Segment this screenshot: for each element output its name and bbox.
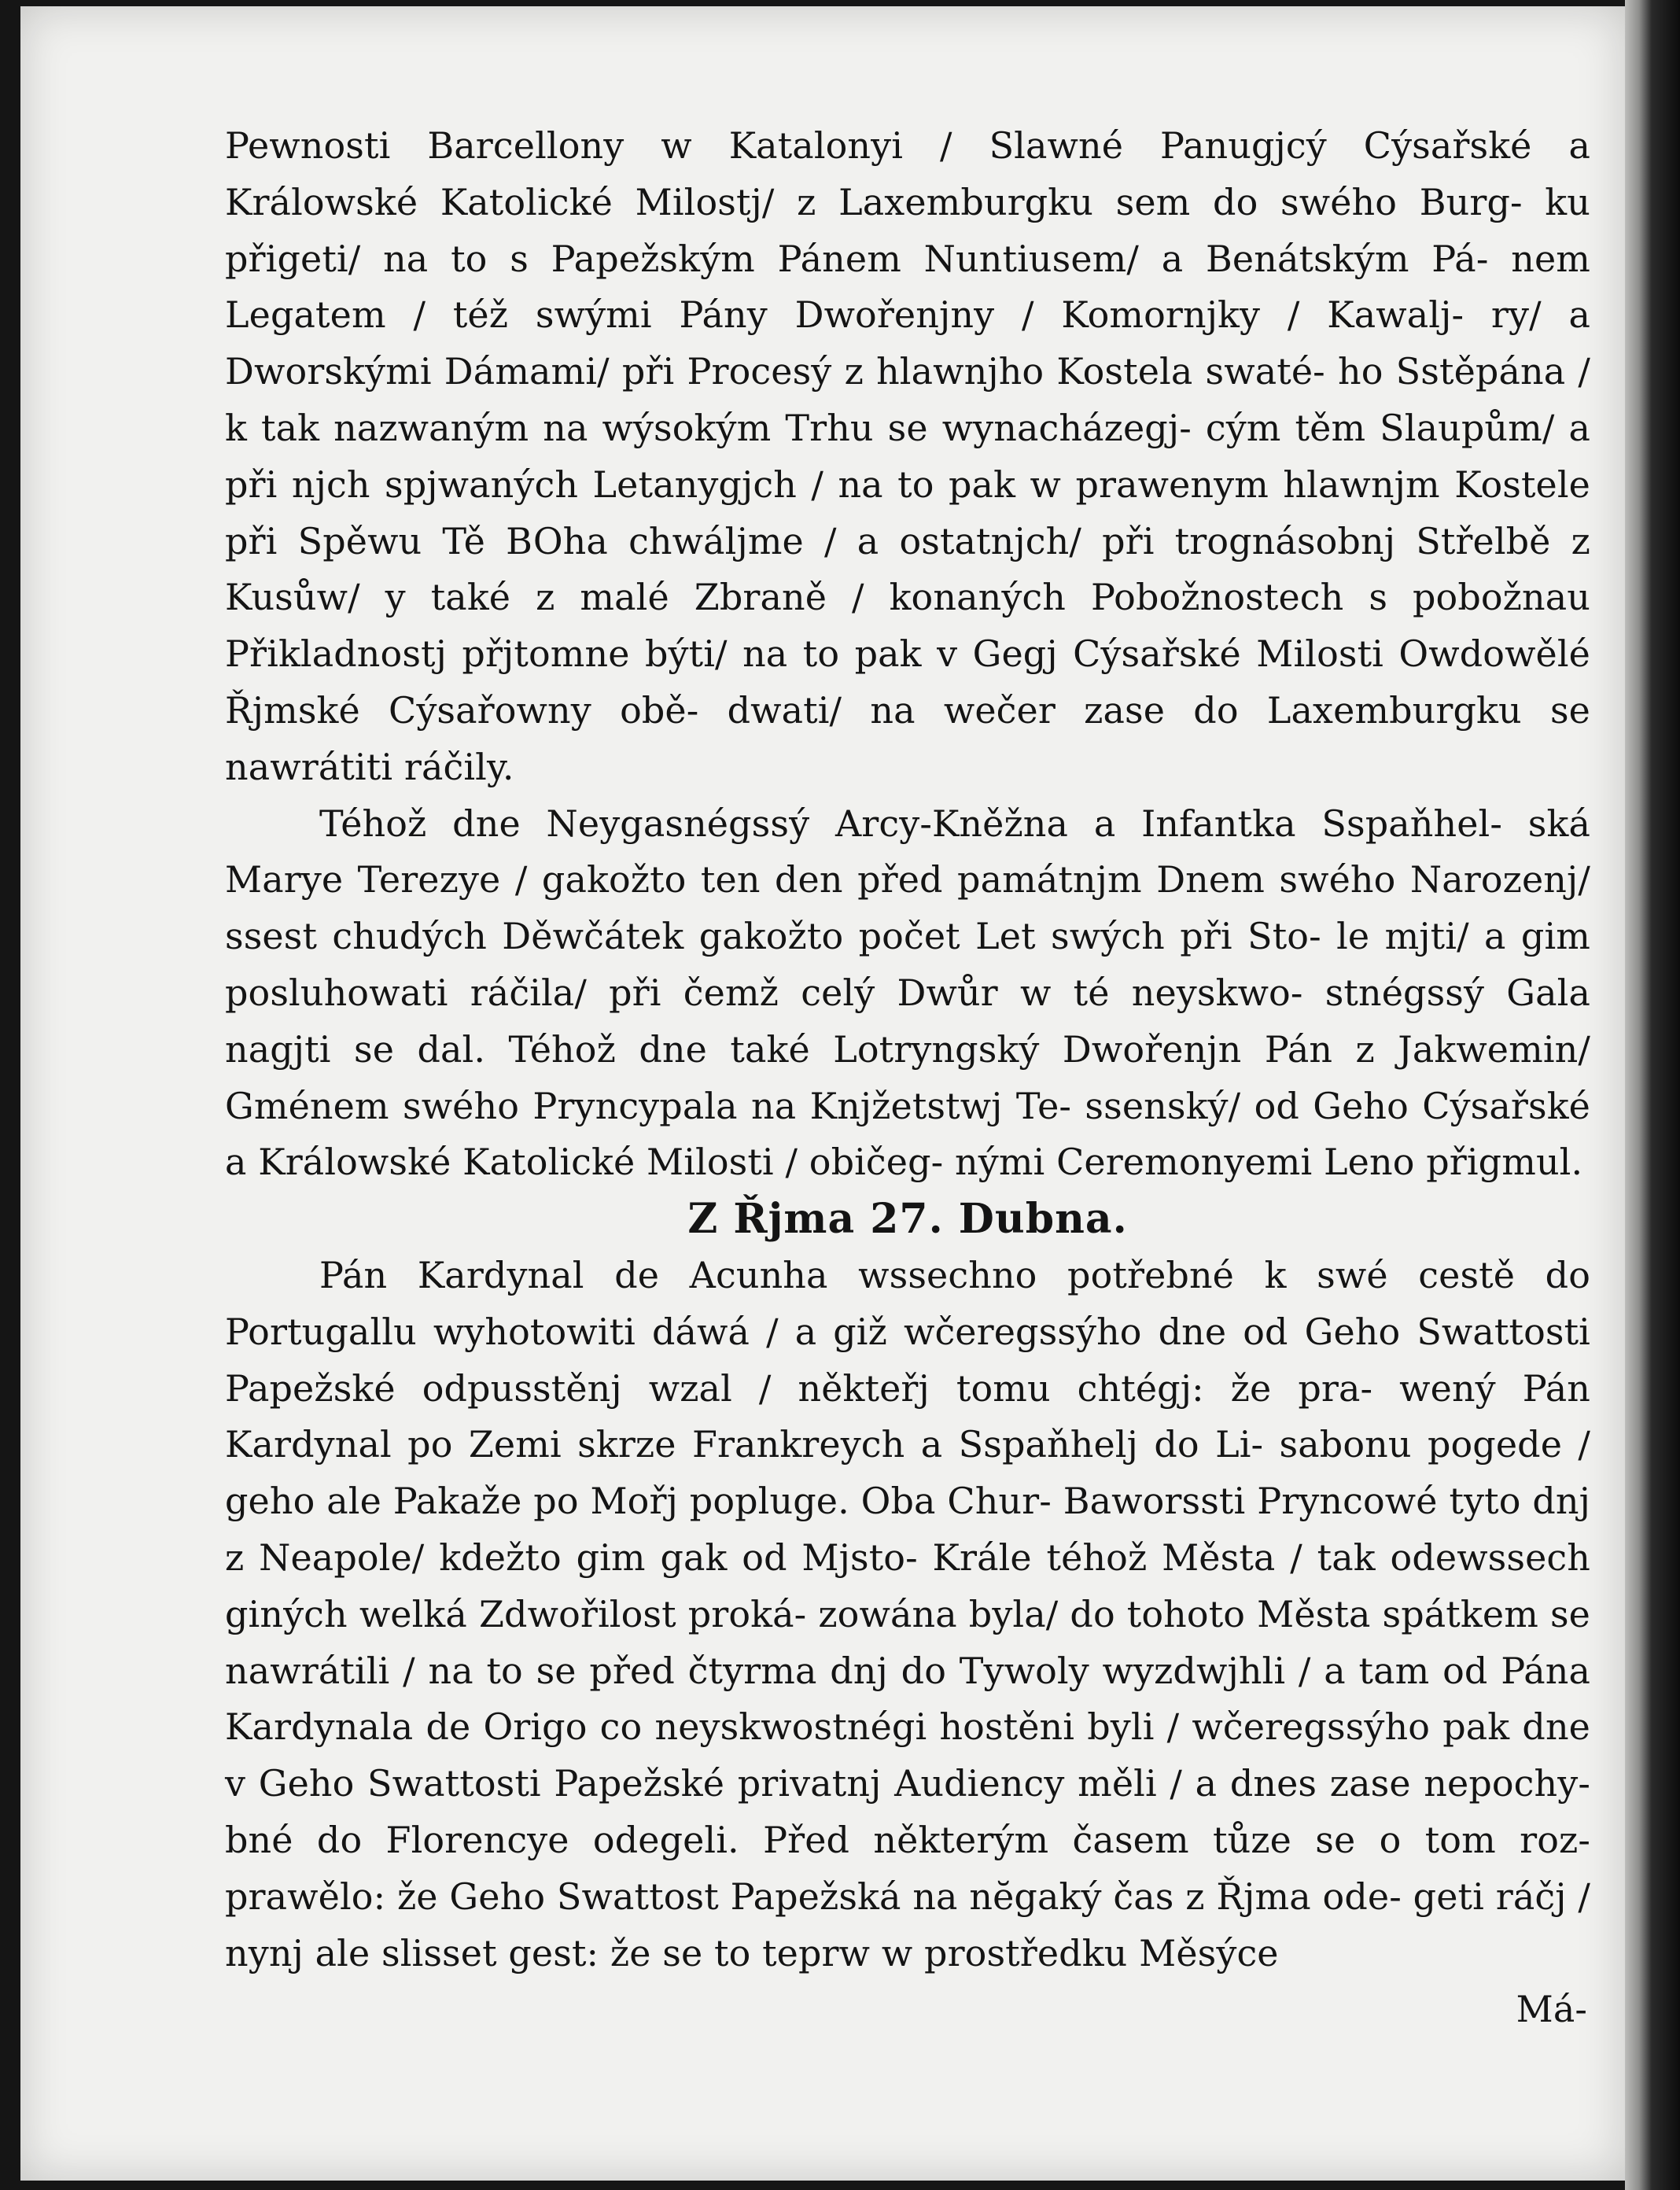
dateline-heading: Z Řjma 27. Dubna. bbox=[687, 1195, 1128, 1244]
page-text-block bbox=[225, 118, 1590, 2038]
binding-edge bbox=[1625, 0, 1680, 2190]
catchword: Má- bbox=[1516, 1988, 1587, 2031]
paragraph-barcelona-procession: Pewnosti Barcellony w Katalonyi / Slawné Panugjcý Cýsařské a Králowské Katolické Milostj/ z Laxemburgku sem do swého Burg- ku přigeti/ na to s Papežským Pánem Nuntiusem/ a Benátským Pá- nem Legatem / též swými Pány Dwořenjny / Komornjky / Kawalj- ry/ a Dworskými Dámami/ při Procesý z hlawnjho Kostela swaté- ho Sstěpána / k tak nazwaným na wýsokým Trhu se wynacházegj- cým těm Slaupům/ a při njch spjwaných Letanygjch / na to pak w prawenym hlawnjm Kostele při Spěwu Tě BOha chwáljme / a ostatnjch/ při trognásobnj Střelbě z Kusůw/ y také z malé Zbraně / konaných Pobožnostech s pobožnau Přikladnostj přjtomne býti/ na to pak v Gegj Cýsařské Milosti Owdowělé Řjmské Cýsařowny obě- dwati/ na wečer zase do Laxemburgku se nawrátiti ráčily. bbox=[225, 124, 1590, 788]
paragraph-archduchess-maria-theresa: Téhož dne Neygasnégssý Arcy-Kněžna a Infantka Sspaňhel- ská Marye Terezye / gakožto ten den před památnjm Dnem swého Narozenj/ ssest chudých Děwčátek gakožto počet Let swých při Sto- le mjti/ a gim posluhowati ráčila/ při čemž celý Dwůr w té neyskwo- stnégssý Gala nagjti se dal. Téhož dne také Lotryngský Dwořenjn Pán z Jakwemin/ Gménem swého Prynсypala na Knjžetstwj Te- ssenský/ od Geho Cýsařské a Králowské Katolické Milosti / običeg- nými Ceremonyemi Leno přigmul. bbox=[225, 802, 1590, 1184]
paragraph-rome-cardinal-acunha: Pán Kardynal de Acunha wssechno potřebné k swé cestě do Portugallu wyhotowiti dáwá / a giž wčeregssýho dne od Geho Swattosti Papežské odpusstěnj wzal / někteřj tomu chtégj: že pra- wený Pán Kardynal po Zemi skrze Frankreych a Sspaňhelj do Li- sabonu pogede / geho ale Pakaže po Mořj popluge. Oba Chur- Baworssti Pryncowé tyto dnj z Neapole/ kdežto gim gak od Mjsto- Krále téhož Města / tak odewssech giných welká Zdwořilost proká- zowána byla/ do tohoto Města spátkem se nawrátili / na to se před čtyrma dnj do Tywoly wyzdwjhli / a tam od Pána Kardynala de Origo co neyskwostnégi hostěni byli / wčeregssýho pak dne v Geho Swattosti Papežské privatnj Audiency měli / a dnes zase nepochy- bné do Florencye odegeli. Před některým časem tůze se o tom roz- prawělo: že Geho Swattost Papežská na nĕgaký čas z Řjma ode- geti ráčj / nynj ale slisset gest: že se to teprw w prostředku Měsýce bbox=[225, 1253, 1590, 1974]
